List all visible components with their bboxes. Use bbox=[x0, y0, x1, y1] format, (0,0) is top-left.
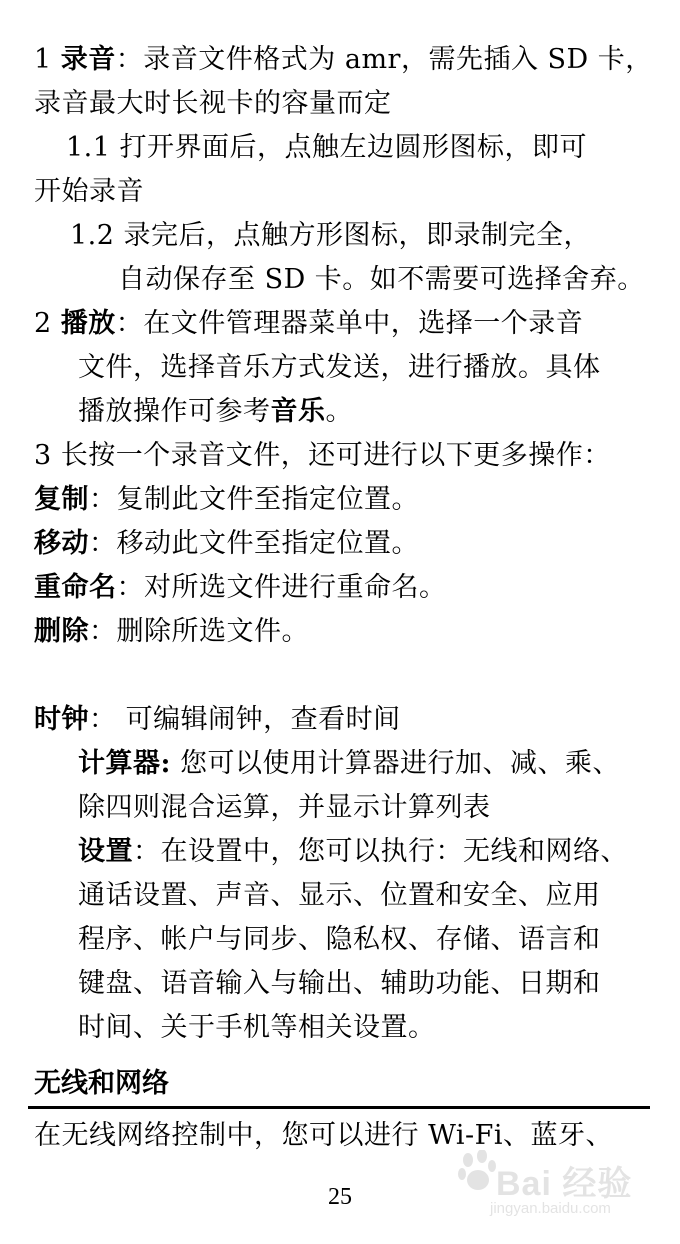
paw-icon bbox=[458, 1150, 498, 1194]
page-number: 25 bbox=[328, 1184, 352, 1210]
text-line-5: 1.2 录完后，点触方形图标，即录制完全， bbox=[70, 220, 592, 251]
text-line-7: 2 播放：在文件管理器菜单中，选择一个录音 bbox=[34, 308, 584, 339]
text-line-16: 计算器: 您可以使用计算器进行加、减、乘、 bbox=[78, 748, 621, 779]
text-line-10: 3 长按一个录音文件，还可进行以下更多操作： bbox=[34, 440, 611, 471]
text-line-13: 重命名：对所选文件进行重命名。 bbox=[34, 572, 447, 603]
text-line-4: 开始录音 bbox=[34, 176, 144, 207]
text-line-9: 播放操作可参考音乐。 bbox=[78, 396, 353, 427]
watermark-brand: Bai 经验 bbox=[496, 1165, 633, 1203]
text-line-22: 时间、关于手机等相关设置。 bbox=[78, 1012, 436, 1043]
baidu-watermark bbox=[458, 1150, 658, 1230]
text-line-8: 文件，选择音乐方式发送，进行播放。具体 bbox=[78, 352, 601, 383]
text-line-14: 删除：删除所选文件。 bbox=[34, 616, 309, 647]
text-line-19: 通话设置、声音、显示、位置和安全、应用 bbox=[78, 880, 601, 911]
text-line-12: 移动：移动此文件至指定位置。 bbox=[34, 528, 419, 559]
text-line-21: 键盘、语音输入与输出、辅助功能、日期和 bbox=[78, 968, 601, 999]
section-heading: 无线和网络 bbox=[34, 1068, 169, 1099]
text-line-6: 自动保存至 SD 卡。如不需要可选择舍弃。 bbox=[118, 264, 645, 295]
text-line-2: 录音最大时长视卡的容量而定 bbox=[34, 88, 392, 119]
text-line-20: 程序、帐户与同步、隐私权、存储、语言和 bbox=[78, 924, 601, 955]
heading-divider bbox=[28, 1106, 650, 1109]
text-line-1: 1 录音：录音文件格式为 amr，需先插入 SD 卡， bbox=[34, 44, 653, 75]
watermark-url: jingyan.baidu.com bbox=[490, 1200, 611, 1217]
text-line-17: 除四则混合运算，并显示计算列表 bbox=[78, 792, 491, 823]
text-line-3: 1.1 打开界面后，点触左边圆形图标，即可 bbox=[66, 132, 588, 163]
text-line-11: 复制：复制此文件至指定位置。 bbox=[34, 484, 419, 515]
text-line-15: 时钟： 可编辑闹钟，查看时间 bbox=[34, 704, 401, 735]
text-line-23: 在无线网络控制中，您可以进行 Wi-Fi、蓝牙、 bbox=[34, 1120, 613, 1151]
text-line-18: 设置：在设置中，您可以执行：无线和网络、 bbox=[78, 836, 628, 867]
